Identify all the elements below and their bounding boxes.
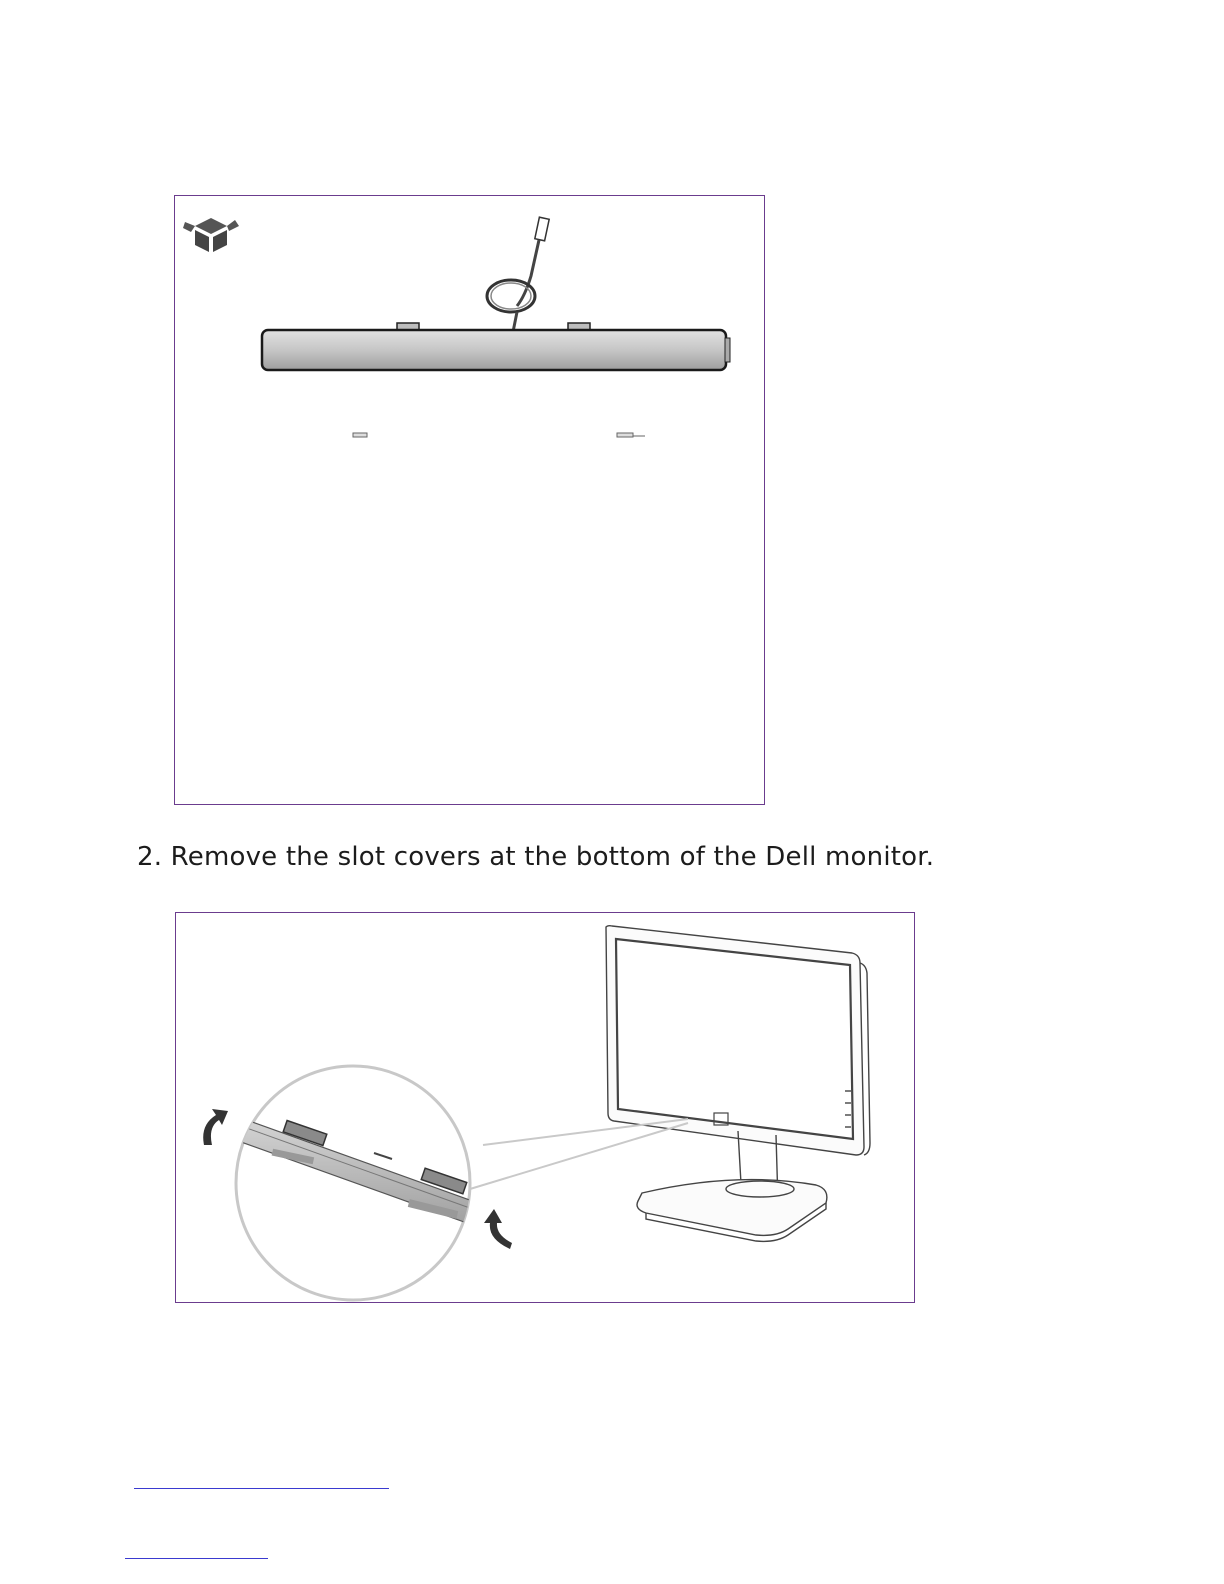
slot-mark-right bbox=[617, 433, 633, 437]
zoom-detail bbox=[216, 1066, 506, 1300]
step-instruction: 2. Remove the slot covers at the bottom of the Dell monitor. bbox=[137, 842, 935, 872]
slot-mark-left bbox=[353, 433, 367, 437]
figure-monitor-slots bbox=[175, 912, 915, 1303]
package-box-icon bbox=[183, 218, 239, 252]
figure-speaker-box bbox=[174, 195, 765, 805]
speaker-illustration bbox=[175, 196, 764, 804]
monitor-illustration bbox=[176, 913, 914, 1302]
usb-cable bbox=[487, 217, 549, 332]
dell-monitor bbox=[606, 926, 870, 1242]
zoom-connector bbox=[470, 1119, 688, 1189]
curved-arrow-icon bbox=[484, 1209, 512, 1249]
footer-link-underline-2[interactable] bbox=[125, 1558, 268, 1559]
curved-arrow-icon bbox=[203, 1109, 228, 1145]
speaker-bar bbox=[262, 330, 726, 370]
footer-link-underline[interactable] bbox=[134, 1488, 389, 1489]
